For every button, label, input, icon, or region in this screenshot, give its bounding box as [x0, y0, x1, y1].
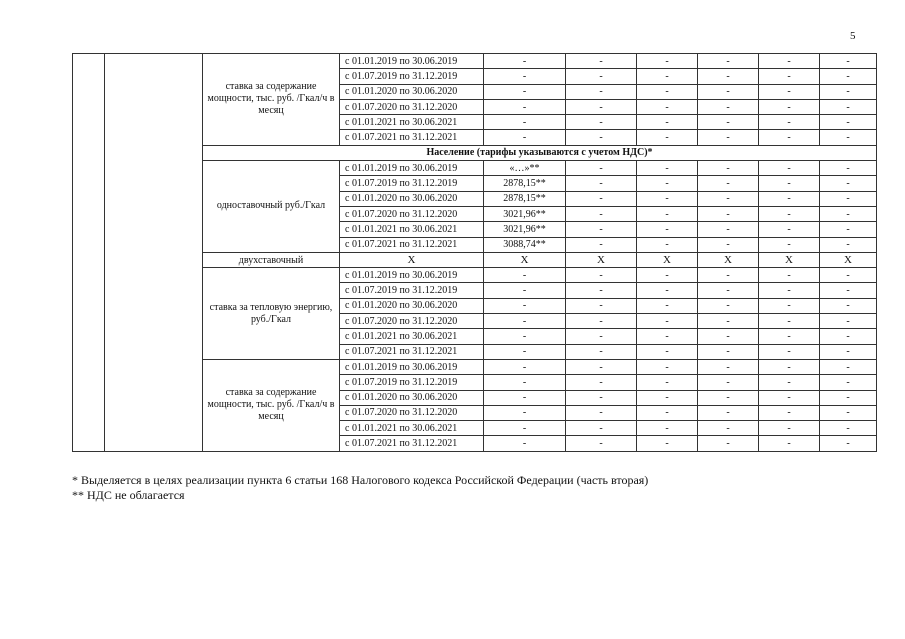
value-cell: -	[759, 54, 820, 69]
value-cell: -	[484, 375, 566, 390]
value-cell: -	[820, 268, 877, 283]
value-cell: -	[759, 191, 820, 206]
value-cell: -	[698, 176, 759, 191]
value-cell: -	[484, 54, 566, 69]
period-cell: с 01.01.2020 по 30.06.2020	[340, 191, 484, 206]
two-rate-label: двухставочный	[203, 252, 340, 267]
value-cell: -	[698, 298, 759, 313]
tariff-table	[72, 53, 877, 452]
x-mark-cell: X	[698, 252, 759, 267]
period-cell: с 01.01.2019 по 30.06.2019	[340, 54, 484, 69]
period-cell: с 01.01.2020 по 30.06.2020	[340, 390, 484, 405]
period-cell: с 01.01.2021 по 30.06.2021	[340, 329, 484, 344]
value-cell: -	[484, 436, 566, 451]
value-cell: -	[484, 130, 566, 145]
value-cell: -	[820, 283, 877, 298]
value-cell: -	[759, 176, 820, 191]
value-cell: -	[637, 405, 698, 420]
value-cell: -	[698, 84, 759, 99]
value-cell: -	[484, 344, 566, 359]
value-cell: -	[484, 329, 566, 344]
value-cell: -	[637, 206, 698, 221]
value-cell: -	[820, 54, 877, 69]
value-cell: -	[759, 161, 820, 176]
value-cell: -	[698, 69, 759, 84]
value-cell: -	[820, 390, 877, 405]
value-cell: 3021,96**	[484, 206, 566, 221]
value-cell: -	[698, 237, 759, 252]
value-cell: -	[566, 359, 637, 374]
period-cell: с 01.07.2020 по 31.12.2020	[340, 206, 484, 221]
period-cell: с 01.01.2021 по 30.06.2021	[340, 222, 484, 237]
period-cell: с 01.01.2019 по 30.06.2019	[340, 161, 484, 176]
value-cell: -	[484, 359, 566, 374]
value-cell: -	[637, 69, 698, 84]
value-cell: -	[637, 268, 698, 283]
single-rate-label: одноставочный руб./Гкал	[203, 161, 340, 253]
value-cell: -	[484, 421, 566, 436]
value-cell: -	[820, 375, 877, 390]
period-cell: с 01.01.2019 по 30.06.2019	[340, 268, 484, 283]
value-cell: -	[820, 191, 877, 206]
value-cell: -	[566, 375, 637, 390]
value-cell: -	[566, 130, 637, 145]
value-cell: -	[566, 268, 637, 283]
value-cell: -	[820, 359, 877, 374]
period-cell: с 01.07.2020 по 31.12.2020	[340, 99, 484, 114]
value-cell: -	[759, 314, 820, 329]
row-number-cell	[73, 54, 105, 452]
value-cell: -	[637, 329, 698, 344]
value-cell: -	[637, 390, 698, 405]
x-mark-cell: X	[484, 252, 566, 267]
heat-energy-rate-label: ставка за тепловую энергию, руб./Гкал	[203, 268, 340, 360]
footnotes	[72, 473, 648, 503]
value-cell: -	[566, 405, 637, 420]
population-section-header: Население (тарифы указываются с учетом НДС)*	[203, 145, 877, 160]
value-cell: -	[637, 130, 698, 145]
value-cell: -	[484, 390, 566, 405]
value-cell: -	[698, 421, 759, 436]
value-cell: -	[820, 298, 877, 313]
footnote-no-vat: ** НДС не облагается	[72, 488, 185, 502]
value-cell: «…»**	[484, 161, 566, 176]
value-cell: -	[637, 115, 698, 130]
capacity-rate-label: ставка за содержание мощности, тыс. руб. /Гкал/ч в месяц	[203, 54, 340, 146]
x-mark-cell: X	[637, 252, 698, 267]
footnote-vat: * Выделяется в целях реализации пункта 6 статьи 168 Налогового кодекса Российской Федерации (часть вторая)	[72, 473, 649, 487]
value-cell: -	[820, 176, 877, 191]
value-cell: -	[637, 421, 698, 436]
value-cell: -	[759, 436, 820, 451]
value-cell: -	[698, 161, 759, 176]
value-cell: 2878,15**	[484, 176, 566, 191]
value-cell: -	[566, 69, 637, 84]
value-cell: -	[698, 390, 759, 405]
page-number: 5	[850, 30, 856, 42]
value-cell: -	[637, 298, 698, 313]
value-cell: -	[820, 436, 877, 451]
x-mark-cell: X	[566, 252, 637, 267]
period-cell: с 01.07.2021 по 31.12.2021	[340, 436, 484, 451]
period-cell: с 01.07.2019 по 31.12.2019	[340, 176, 484, 191]
value-cell: -	[759, 405, 820, 420]
value-cell: -	[759, 69, 820, 84]
value-cell: 3088,74**	[484, 237, 566, 252]
value-cell: -	[759, 237, 820, 252]
value-cell: -	[484, 268, 566, 283]
value-cell: -	[637, 99, 698, 114]
value-cell: -	[759, 283, 820, 298]
value-cell: -	[566, 115, 637, 130]
x-mark-cell: X	[820, 252, 877, 267]
x-mark-cell: X	[759, 252, 820, 267]
value-cell: -	[698, 130, 759, 145]
value-cell: -	[759, 329, 820, 344]
period-cell: с 01.07.2021 по 31.12.2021	[340, 130, 484, 145]
capacity-rate-label: ставка за содержание мощности, тыс. руб. /Гкал/ч в месяц	[203, 359, 340, 451]
period-cell: с 01.07.2021 по 31.12.2021	[340, 237, 484, 252]
value-cell: -	[484, 283, 566, 298]
value-cell: -	[820, 344, 877, 359]
value-cell: -	[566, 237, 637, 252]
value-cell: -	[759, 344, 820, 359]
value-cell: -	[566, 191, 637, 206]
value-cell: -	[820, 421, 877, 436]
value-cell: -	[759, 222, 820, 237]
value-cell: -	[484, 405, 566, 420]
value-cell: -	[566, 390, 637, 405]
value-cell: -	[637, 237, 698, 252]
org-name-cell	[105, 54, 203, 452]
value-cell: -	[759, 84, 820, 99]
value-cell: -	[698, 329, 759, 344]
value-cell: -	[566, 206, 637, 221]
value-cell: -	[637, 84, 698, 99]
value-cell: -	[637, 436, 698, 451]
value-cell: -	[484, 99, 566, 114]
period-cell: с 01.01.2019 по 30.06.2019	[340, 359, 484, 374]
value-cell: -	[484, 298, 566, 313]
value-cell: -	[566, 161, 637, 176]
value-cell: -	[566, 99, 637, 114]
value-cell: -	[566, 298, 637, 313]
period-cell: с 01.01.2020 по 30.06.2020	[340, 298, 484, 313]
value-cell: -	[759, 206, 820, 221]
period-cell: с 01.07.2021 по 31.12.2021	[340, 344, 484, 359]
value-cell: -	[566, 222, 637, 237]
value-cell: -	[698, 314, 759, 329]
value-cell: -	[820, 69, 877, 84]
value-cell: -	[698, 191, 759, 206]
value-cell: -	[637, 222, 698, 237]
value-cell: -	[759, 421, 820, 436]
value-cell: -	[637, 161, 698, 176]
value-cell: -	[637, 54, 698, 69]
period-cell: с 01.07.2019 по 31.12.2019	[340, 375, 484, 390]
value-cell: -	[759, 298, 820, 313]
value-cell: -	[820, 222, 877, 237]
value-cell: -	[759, 268, 820, 283]
period-cell: с 01.07.2019 по 31.12.2019	[340, 69, 484, 84]
value-cell: -	[820, 405, 877, 420]
value-cell: -	[484, 84, 566, 99]
value-cell: -	[698, 115, 759, 130]
value-cell: -	[566, 84, 637, 99]
value-cell: -	[820, 206, 877, 221]
value-cell: -	[698, 206, 759, 221]
value-cell: -	[759, 390, 820, 405]
value-cell: -	[820, 99, 877, 114]
value-cell: -	[820, 130, 877, 145]
value-cell: -	[566, 283, 637, 298]
table-row	[73, 54, 877, 69]
period-cell: с 01.01.2021 по 30.06.2021	[340, 115, 484, 130]
value-cell: -	[759, 99, 820, 114]
value-cell: -	[637, 359, 698, 374]
value-cell: -	[637, 283, 698, 298]
value-cell: -	[820, 115, 877, 130]
value-cell: 3021,96**	[484, 222, 566, 237]
value-cell: -	[698, 222, 759, 237]
value-cell: -	[820, 329, 877, 344]
value-cell: -	[698, 436, 759, 451]
value-cell: -	[698, 405, 759, 420]
value-cell: -	[698, 99, 759, 114]
value-cell: -	[566, 436, 637, 451]
value-cell: -	[759, 115, 820, 130]
value-cell: 2878,15**	[484, 191, 566, 206]
value-cell: -	[566, 421, 637, 436]
value-cell: -	[566, 329, 637, 344]
value-cell: -	[566, 344, 637, 359]
value-cell: -	[820, 161, 877, 176]
value-cell: -	[637, 176, 698, 191]
value-cell: -	[820, 237, 877, 252]
value-cell: -	[698, 375, 759, 390]
value-cell: -	[698, 283, 759, 298]
period-cell: с 01.07.2019 по 31.12.2019	[340, 283, 484, 298]
period-cell: с 01.07.2020 по 31.12.2020	[340, 405, 484, 420]
value-cell: -	[820, 84, 877, 99]
value-cell: -	[759, 359, 820, 374]
period-cell: с 01.01.2020 по 30.06.2020	[340, 84, 484, 99]
value-cell: -	[484, 115, 566, 130]
value-cell: -	[698, 344, 759, 359]
value-cell: -	[698, 268, 759, 283]
value-cell: -	[820, 314, 877, 329]
value-cell: -	[637, 314, 698, 329]
x-mark-cell: X	[340, 252, 484, 267]
value-cell: -	[566, 176, 637, 191]
value-cell: -	[759, 130, 820, 145]
value-cell: -	[566, 54, 637, 69]
period-cell: с 01.01.2021 по 30.06.2021	[340, 421, 484, 436]
value-cell: -	[484, 69, 566, 84]
period-cell: с 01.07.2020 по 31.12.2020	[340, 314, 484, 329]
value-cell: -	[484, 314, 566, 329]
value-cell: -	[637, 191, 698, 206]
value-cell: -	[566, 314, 637, 329]
value-cell: -	[759, 375, 820, 390]
value-cell: -	[637, 375, 698, 390]
value-cell: -	[698, 359, 759, 374]
value-cell: -	[698, 54, 759, 69]
value-cell: -	[637, 344, 698, 359]
